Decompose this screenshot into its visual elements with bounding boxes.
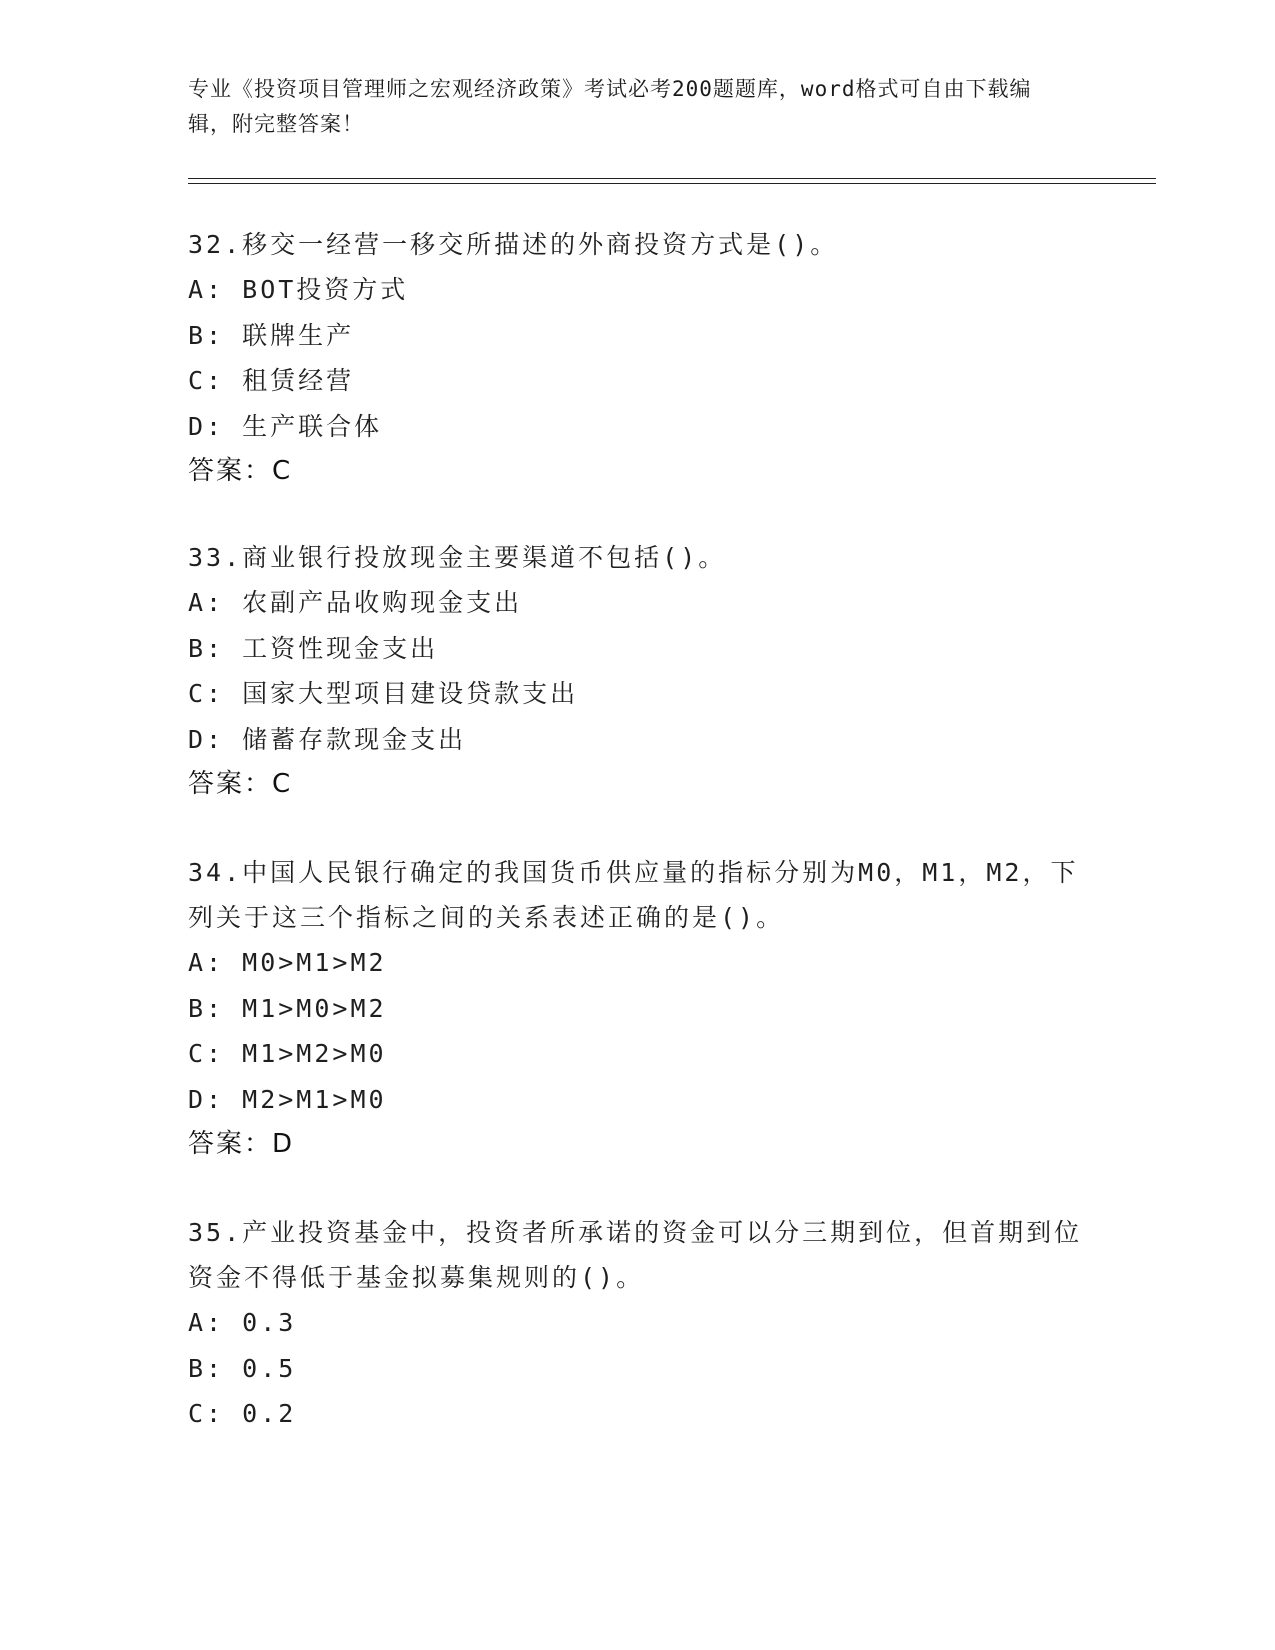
document-header: 专业《投资项目管理师之宏观经济政策》考试必考200题题库，word格式可自由下载编辑，附完整答案！ [188, 77, 1032, 136]
question-stem: 34.中国人民银行确定的我国货币供应量的指标分别为M0，M1，M2，下列关于这三个指标之间的关系表述正确的是()。 [188, 858, 1079, 932]
option-d: D: M2>M1>M0 [188, 1084, 387, 1114]
option-c: C: M1>M2>M0 [188, 1039, 387, 1068]
option-d: D: 生产联合体 [188, 411, 383, 441]
option-b: B: 工资性现金支出 [188, 633, 439, 663]
question-stem: 33.商业银行投放现金主要渠道不包括()。 [188, 543, 727, 572]
option-a: A: M0>M1>M2 [188, 948, 387, 977]
option-c: C: 国家大型项目建设贷款支出 [188, 679, 579, 708]
header-divider-top [188, 178, 1156, 179]
option-b: B: M1>M0>M2 [188, 993, 387, 1023]
option-b: B: 联牌生产 [188, 320, 355, 350]
answer: 答案：C [188, 456, 293, 486]
option-a: A: 农副产品收购现金支出 [188, 588, 523, 617]
question-32 [188, 222, 1088, 495]
option-b: B: 0.5 [188, 1353, 297, 1383]
question-33 [188, 535, 1088, 808]
option-d: D: 储蓄存款现金支出 [188, 724, 467, 754]
option-a: A: BOT投资方式 [188, 275, 409, 304]
option-c: C: 0.2 [188, 1399, 297, 1428]
header-divider-bottom [188, 183, 1156, 184]
answer: 答案：C [188, 769, 293, 799]
question-stem: 32.移交一经营一移交所描述的外商投资方式是()。 [188, 230, 839, 259]
question-34 [188, 850, 1088, 1168]
answer: 答案：D [188, 1129, 295, 1159]
option-c: C: 租赁经营 [188, 366, 355, 395]
option-a: A: 0.3 [188, 1308, 297, 1337]
question-stem: 35.产业投资基金中，投资者所承诺的资金可以分三期到位，但首期到位资金不得低于基金拟募集规则的()。 [188, 1218, 1083, 1292]
question-35 [188, 1210, 1088, 1437]
